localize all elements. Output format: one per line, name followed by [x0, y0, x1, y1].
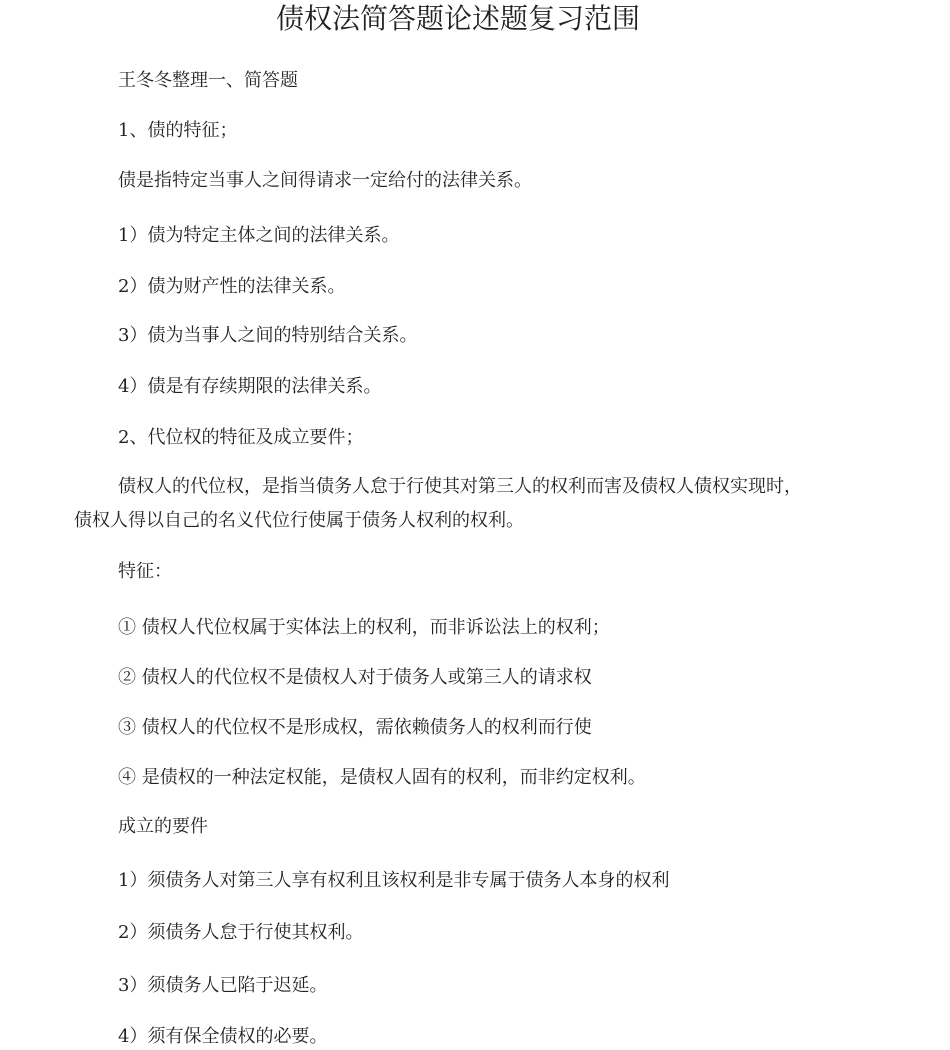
subrogation-feature-2: ② 债权人的代位权不是债权人对于债务人或第三人的请求权	[118, 667, 592, 688]
features-label: 特征：	[118, 561, 172, 582]
definition-paragraph: 债是指特定当事人之间得请求一定给付的法律关系。	[118, 170, 532, 191]
feature-item-4: 4）债是有存续期限的法律关系。	[118, 376, 382, 397]
subrogation-feature-4: ④ 是债权的一种法定权能，是债权人固有的权利，而非约定权利。	[118, 767, 646, 788]
subrogation-feature-1: ① 债权人代位权属于实体法上的权利，而非诉讼法上的权利；	[118, 617, 610, 638]
requirements-label: 成立的要件	[118, 816, 208, 837]
question-heading-1: 1、债的特征；	[118, 120, 238, 141]
requirement-item-1: 1）须债务人对第三人享有权利且该权利是非专属于债务人本身的权利	[118, 870, 670, 891]
question-heading-2: 2、代位权的特征及成立要件；	[118, 427, 364, 448]
subrogation-definition-paragraph: 债权人的代位权，是指当债务人怠于行使其对第三人的权利而害及债权人债权实现时，债权人得以自己的名义代位行使属于债务人权利的权利。	[74, 476, 802, 531]
author-and-section-heading: 王冬冬整理一、简答题	[118, 70, 298, 91]
feature-item-2: 2）债为财产性的法律关系。	[118, 276, 346, 297]
feature-item-1: 1）债为特定主体之间的法律关系。	[118, 225, 400, 246]
document-title: 债权法简答题论述题复习范围	[275, 2, 640, 35]
subrogation-feature-3: ③ 债权人的代位权不是形成权，需依赖债务人的权利而行使	[118, 717, 592, 738]
requirement-item-4: 4）须有保全债权的必要。	[118, 1026, 328, 1047]
feature-item-3: 3）债为当事人之间的特别结合关系。	[118, 325, 418, 346]
requirement-item-2: 2）须债务人怠于行使其权利。	[118, 922, 364, 943]
requirement-item-3: 3）须债务人已陷于迟延。	[118, 975, 328, 996]
